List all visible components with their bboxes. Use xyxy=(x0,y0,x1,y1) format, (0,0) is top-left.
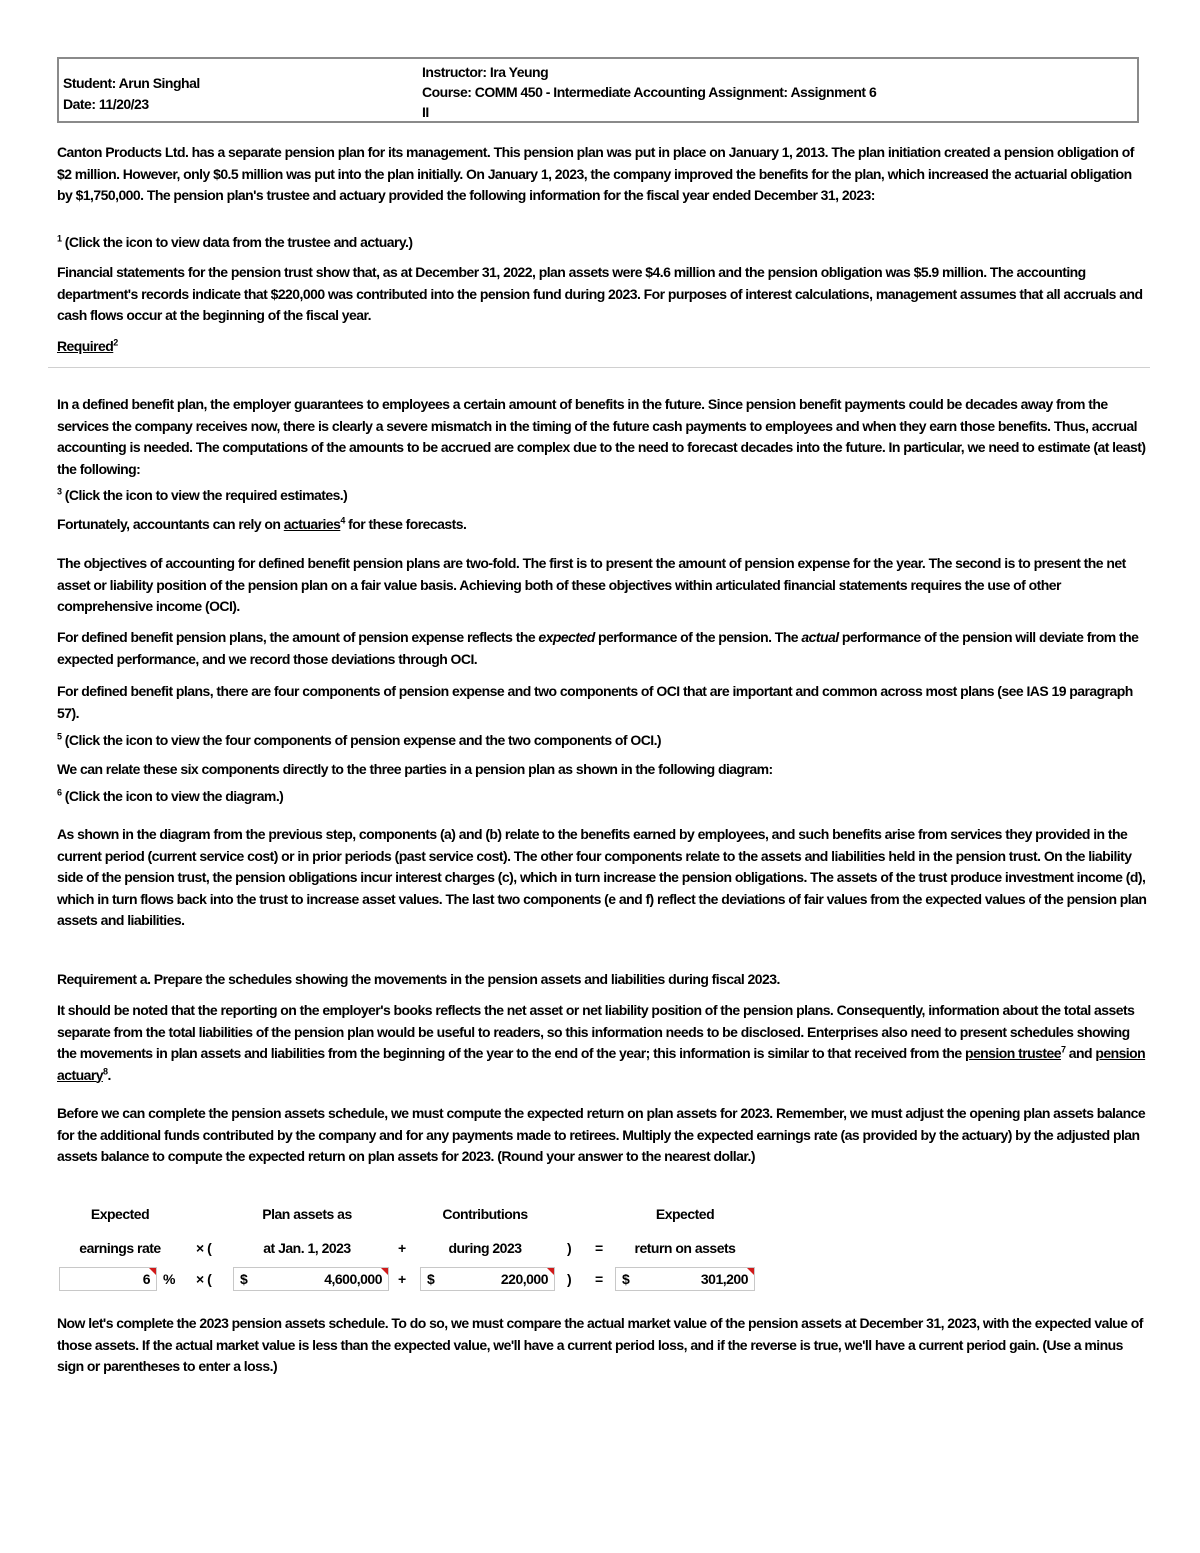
diagram-note[interactable]: $^6$ (Click the icon to view the diagram.) xyxy=(57,787,284,804)
heading-return-2: return on assets xyxy=(634,1240,736,1256)
incorrect-flag-icon xyxy=(149,1268,156,1275)
close-paren: ) xyxy=(567,1271,572,1287)
pension-trustee-link[interactable]: pension trustee xyxy=(964,1045,1061,1061)
plus-sign: + xyxy=(398,1271,406,1287)
course-info xyxy=(422,62,876,122)
date: Date: 11/20/23 xyxy=(63,96,149,112)
footnote-5[interactable]: 5 xyxy=(57,731,62,742)
financial-statements-paragraph: Financial statements for the pension trust show that, as at December 31, 2022, plan assets were $4.6 million and the pension obligation was $5.9 million. The accounting department's records indicate that $220,000 was contributed into the pension fund during 2023. For purposes of interest calculations, management assumes that all accruals and cash flows occur at the beginning of the fiscal year. xyxy=(57,264,1143,323)
expected-return-paragraph: Before we can complete the pension assets schedule, we must compute the expected return on plan assets for 2023. Remember, we must adjust the opening plan assets balance for the additional funds contributed by the company and for any payments made to retirees. Multiply the expected earnings rate (as provided by the actuary) by the adjusted plan assets balance to compute the expected return on plan assets for 2023. (Round your answer to the nearest dollar.) xyxy=(57,1105,1146,1164)
heading-contrib-2: during 2023 xyxy=(448,1240,522,1256)
requirement-a: Requirement a. Prepare the schedules showing the movements in the pension assets and liabilities during fiscal 2023. xyxy=(57,971,780,987)
times-paren-header: × ( xyxy=(196,1240,212,1256)
relate-paragraph: We can relate these six components directly to the three parties in a pension plan as shown in the following diagram: xyxy=(57,761,773,777)
plus-header: + xyxy=(398,1240,406,1256)
intro-paragraph: Canton Products Ltd. has a separate pension plan for its management. This pension plan was put in place on January 1, 2013. The plan initiation created a pension obligation of $2 million. However, only $0.5 million was put into the plan initially. On January 1, 2023, the company improved the benefits for the plan, which increased the actuarial obligation by $1,750,000. The pension plan's trustee and actuary provided the following information for the fiscal year ended December 31, 2023: xyxy=(57,144,1134,203)
heading-rate-2: earnings rate xyxy=(79,1240,161,1256)
required-link[interactable]: Required$^2$ xyxy=(57,337,118,354)
heading-contrib-1: Contributions xyxy=(442,1206,528,1222)
assets-schedule-paragraph: Now let's complete the 2023 pension assets schedule. To do so, we must compare the actual market value of the pension assets at December 31, 2023, with the expected value of those assets. If the actual market value is less than the expected value, we'll have a current period loss, and if the reverse is true, we'll have a current period gain. (Use a minus sign or parentheses to enter a loss.) xyxy=(57,1315,1143,1374)
earnings-rate-input[interactable]: 6 xyxy=(59,1267,157,1291)
incorrect-flag-icon xyxy=(747,1268,754,1275)
objectives-paragraph: The objectives of accounting for defined benefit pension plans are two-fold. The first is to present the amount of pension expense for the year. The second is to present the net asset or liability position of the pension plan on a fair value basis. Achieving both of these objectives within articulated financial statements requires the use of other comprehensive income (OCI). xyxy=(57,555,1126,614)
heading-return-1: Expected xyxy=(655,1206,715,1222)
close-paren-header: ) xyxy=(567,1240,572,1256)
pension-actuary-link[interactable]: pension actuary xyxy=(57,1045,1146,1083)
actuaries-link[interactable]: actuaries xyxy=(283,516,341,532)
course-continuation: II xyxy=(422,104,429,120)
incorrect-flag-icon xyxy=(547,1268,554,1275)
trustee-data-note[interactable]: $^1$ (Click the icon to view data from the trustee and actuary.) xyxy=(57,233,413,250)
instructor: Instructor: Ira Yeung xyxy=(422,64,549,80)
expected-return-input[interactable]: $ 301,200 xyxy=(615,1267,755,1291)
actuaries-paragraph: Fortunately, accountants can rely on actuaries$^4$ for these forecasts. xyxy=(57,515,467,532)
footnote-3[interactable]: 3 xyxy=(57,486,62,497)
assignment-header xyxy=(57,57,1139,123)
times-paren: × ( xyxy=(196,1271,212,1287)
contributions-input[interactable]: $ 220,000 xyxy=(420,1267,555,1291)
diagram-explanation-paragraph: As shown in the diagram from the previous step, components (a) and (b) relate to the benefits earned by employees, and such benefits arise from services they provided in the current period (current service cost) or in prior periods (past service cost). The other four components relate to the assets and liabilities held in the pension trust. On the liability side of the pension trust, the pension obligations incur interest charges (c), which in turn increase the pension obligations. The assets of the trust produce investment income (d), which in turn flows back into the trust to increase asset values. The last two components (e and f) reflect the deviations of fair values from the expected values of the pension plan assets and liabilities. xyxy=(57,826,1147,928)
divider xyxy=(48,367,1150,368)
heading-rate-1: Expected xyxy=(90,1206,150,1222)
plan-assets-input[interactable]: $ 4,600,000 xyxy=(233,1267,389,1291)
percent-sign: % xyxy=(163,1271,175,1287)
student-name: Student: Arun Singhal xyxy=(63,75,200,91)
heading-assets-1: Plan assets as xyxy=(262,1206,352,1222)
equals-header: = xyxy=(595,1240,603,1256)
components-note[interactable]: $^5$ (Click the icon to view the four components of pension expense and the two components of OCI.) xyxy=(57,731,662,748)
student-info xyxy=(63,73,200,115)
heading-assets-2: at Jan. 1, 2023 xyxy=(263,1240,351,1256)
defined-benefit-paragraph: In a defined benefit plan, the employer guarantees to employees a certain amount of benefits in the future. Since pension benefit payments could be decades away from the services the company receives now, there is clearly a severe mismatch in the timing of the future cash payments to employees and when they earn those benefits. Thus, accrual accounting is needed. The computations of the amounts to be accrued are complex due to the need to forecast decades into the future. In particular, we need to estimate (at least) the following: xyxy=(57,396,1146,477)
incorrect-flag-icon xyxy=(381,1268,388,1275)
components-paragraph: For defined benefit plans, there are four components of pension expense and two components of OCI that are important and common across most plans (see IAS 19 paragraph 57). xyxy=(57,683,1133,721)
equals-sign: = xyxy=(595,1271,603,1287)
required-estimates-note[interactable]: $^3$ (Click the icon to view the required estimates.) xyxy=(57,486,348,503)
footnote-1[interactable]: 1 xyxy=(57,233,62,244)
footnote-6[interactable]: 6 xyxy=(57,787,62,798)
course: Course: COMM 450 - Intermediate Accounting Assignment: Assignment 6 xyxy=(422,84,877,100)
expense-paragraph: For defined benefit pension plans, the amount of pension expense reflects the expected performance of the pension. The actual performance of the pension will deviate from the expected performance, and we record those deviations through OCI. xyxy=(57,629,1139,667)
reporting-paragraph: It should be noted that the reporting on the employer's books reflects the net asset or net liability position of the pension plans. Consequently, information about the total assets separate from the total liabilities of the pension plan would be useful to readers, so this information needs to be disclosed. Enterprises also need to present schedules showing the movements in plan assets and liabilities from the beginning of the year to the end of the year; this information is similar to that received from the pension trustee$^7$ and pension actuary$^8$. xyxy=(57,1002,1146,1083)
